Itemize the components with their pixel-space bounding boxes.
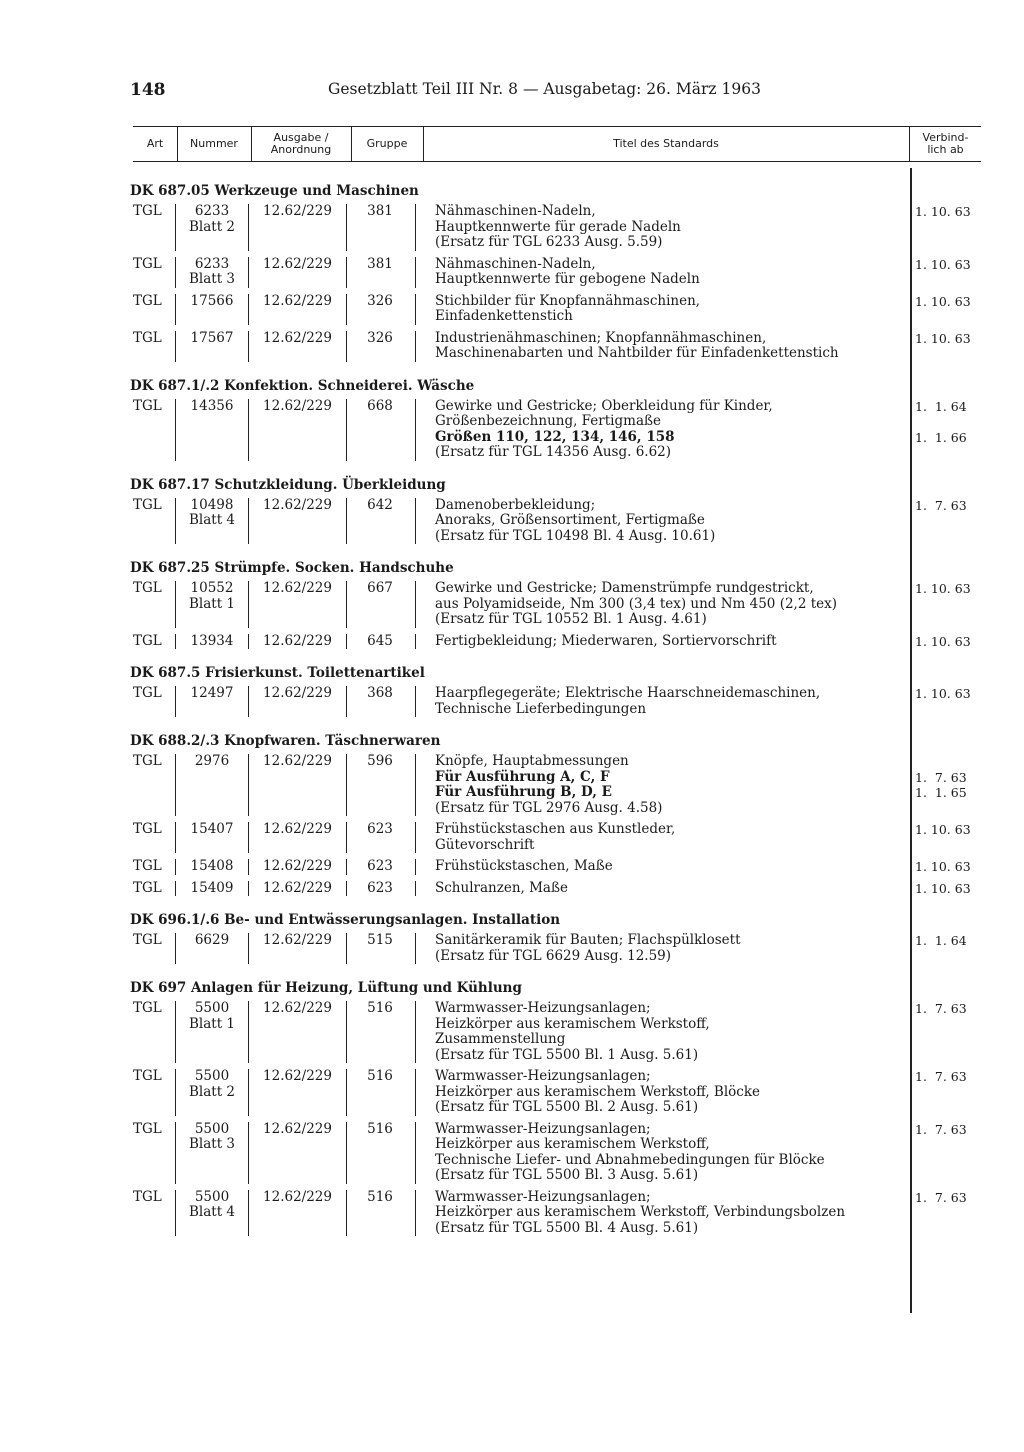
column-rule <box>248 581 249 628</box>
title-line: Warmwasser-Heizungsanlagen; <box>435 1000 651 1016</box>
column-rule <box>248 294 249 325</box>
standard-gruppe: 668 <box>367 397 393 414</box>
title-line: Maschinenabarten und Nahtbilder für Einfadenkettenstich <box>435 345 839 361</box>
standard-entry <box>0 294 1024 325</box>
column-rule <box>346 1190 347 1237</box>
column-rule <box>415 933 416 964</box>
column-rule <box>248 1001 249 1063</box>
verbindlich-date: 1. 10. 63 <box>915 880 971 896</box>
col-gruppe: Gruppe <box>366 137 408 150</box>
verbindlich-date: 1. 10. 63 <box>915 581 971 596</box>
title-line: Warmwasser-Heizungsanlagen; <box>435 1120 651 1137</box>
standard-ausgabe: 12.62/229 <box>263 203 332 219</box>
col-nummer: Nummer <box>190 137 238 150</box>
standards-list <box>0 180 1024 1249</box>
column-rule <box>415 1122 416 1184</box>
standard-ausgabe: 12.62/229 <box>263 858 332 874</box>
column-rule <box>415 294 416 325</box>
title-line: Heizkörper aus keramischem Werkstoff, Blöcke <box>435 1083 761 1100</box>
standard-art: TGL <box>133 329 162 346</box>
column-rule <box>346 881 347 897</box>
standard-nummer: 15408 <box>190 858 234 874</box>
column-rule <box>346 204 347 251</box>
standard-nummer: 6629 <box>194 932 230 948</box>
standard-gruppe: 516 <box>367 1188 393 1205</box>
standard-nummer: 12497 <box>190 685 234 701</box>
standard-art: TGL <box>133 932 162 948</box>
title-line: Industrienähmaschinen; Knopfannähmaschinen, <box>435 329 767 346</box>
title-line: Warmwasser-Heizungsanlagen; <box>435 1068 651 1084</box>
title-line: Größenbezeichnung, Fertigmaße <box>435 413 661 429</box>
standard-title <box>435 581 905 628</box>
verbindlich-date: 1. 7. 63 <box>915 1069 967 1084</box>
standard-ausgabe: 12.62/229 <box>263 1000 332 1016</box>
standards-section <box>0 557 1024 649</box>
standard-gruppe: 623 <box>367 821 393 837</box>
section-heading: DK 688.2/.3 Knopfwaren. Täschnerwaren <box>130 733 441 749</box>
title-line: (Ersatz für TGL 2976 Ausg. 4.58) <box>435 799 663 816</box>
title-line: Sanitärkeramik für Bauten; Flachspülklosett <box>435 932 741 948</box>
standard-art: TGL <box>133 821 162 837</box>
standard-art: TGL <box>133 292 162 309</box>
title-line: aus Polyamidseide, Nm 300 (3,4 tex) und Nm 450 (2,2 tex) <box>435 595 838 612</box>
verbindlich-date: 1. 10. 63 <box>915 204 971 219</box>
column-rule <box>346 399 347 461</box>
column-rule <box>415 498 416 545</box>
standards-section <box>0 977 1024 1236</box>
standard-nummer: 17566 <box>190 292 234 309</box>
standard-title <box>435 498 905 545</box>
verbindlich-date: 1. 1. 64 <box>915 933 967 948</box>
standard-title <box>435 331 905 362</box>
standard-entry <box>0 822 1024 853</box>
page-header <box>130 80 780 104</box>
column-rule <box>175 1069 176 1116</box>
verbindlich-date: 1. 10. 63 <box>915 330 971 346</box>
verbindlich-date: 1. 7. 63 <box>915 769 967 785</box>
column-rule <box>346 257 347 288</box>
standard-entry <box>0 399 1024 461</box>
standard-ausgabe: 12.62/229 <box>263 879 332 896</box>
standard-entry <box>0 881 1024 897</box>
standard-ausgabe: 12.62/229 <box>263 496 332 513</box>
column-rule <box>175 331 176 362</box>
column-rule <box>175 933 176 964</box>
standards-section <box>0 909 1024 964</box>
column-rule <box>248 399 249 461</box>
standard-nummer: 6233 Blatt 2 <box>188 203 236 235</box>
standard-title <box>435 933 905 964</box>
standard-title <box>435 859 905 875</box>
standard-ausgabe: 12.62/229 <box>263 632 332 649</box>
standard-title <box>435 1122 905 1184</box>
column-rule <box>346 331 347 362</box>
standards-section <box>0 375 1024 461</box>
standard-entry <box>0 933 1024 964</box>
column-rule <box>248 634 249 650</box>
standard-art: TGL <box>133 858 162 874</box>
title-line: Warmwasser-Heizungsanlagen; <box>435 1188 651 1205</box>
standard-ausgabe: 12.62/229 <box>263 255 332 272</box>
standard-entry <box>0 1001 1024 1063</box>
standard-nummer: 15409 <box>190 879 234 896</box>
title-line: Stichbilder für Knopfannähmaschinen, <box>435 292 701 309</box>
standard-nummer: 10552 Blatt 1 <box>188 580 236 612</box>
title-line: Einfadenkettenstich <box>435 308 573 324</box>
column-rule <box>175 822 176 853</box>
column-rule <box>415 634 416 650</box>
title-line: (Ersatz für TGL 5500 Bl. 3 Ausg. 5.61) <box>435 1167 699 1183</box>
standard-ausgabe: 12.62/229 <box>263 753 332 769</box>
standard-ausgabe: 12.62/229 <box>263 1188 332 1205</box>
column-rule <box>248 257 249 288</box>
standard-entry <box>0 754 1024 816</box>
col-titel: Titel des Standards <box>613 137 719 150</box>
standard-gruppe: 596 <box>367 753 393 769</box>
column-rule <box>415 1069 416 1116</box>
column-rule <box>415 859 416 875</box>
standard-nummer: 5500 Blatt 1 <box>188 1000 236 1032</box>
section-heading: DK 687.1/.2 Konfektion. Schneiderei. Wäsche <box>130 377 475 394</box>
standard-title <box>435 754 905 816</box>
column-rule <box>175 881 176 897</box>
column-rule <box>346 634 347 650</box>
title-line: Frühstückstaschen, Maße <box>435 858 613 874</box>
standard-art: TGL <box>133 753 162 769</box>
standard-entry <box>0 1122 1024 1184</box>
standard-nummer: 17567 <box>190 329 234 346</box>
standard-gruppe: 326 <box>367 292 393 309</box>
column-rule <box>346 754 347 816</box>
column-rule <box>415 1001 416 1063</box>
column-rule <box>175 581 176 628</box>
title-line: Damenoberbekleidung; <box>435 496 596 513</box>
title-line: Hauptkennwerte für gerade Nadeln <box>435 218 681 235</box>
column-rule <box>248 822 249 853</box>
standard-ausgabe: 12.62/229 <box>263 821 332 837</box>
column-rule <box>175 294 176 325</box>
standard-ausgabe: 12.62/229 <box>263 1120 332 1137</box>
column-rule <box>248 1122 249 1184</box>
table-header <box>133 126 981 162</box>
col-ausgabe: Ausgabe / Anordnung <box>270 131 332 156</box>
verbindlich-date: 1. 10. 63 <box>915 293 971 309</box>
column-rule <box>248 1069 249 1116</box>
standard-art: TGL <box>133 1120 162 1137</box>
standard-ausgabe: 12.62/229 <box>263 1068 332 1084</box>
column-rule <box>175 754 176 816</box>
verbindlich-date: 1. 10. 63 <box>915 686 971 701</box>
standard-art: TGL <box>133 1068 162 1084</box>
standard-ausgabe: 12.62/229 <box>263 580 332 596</box>
standard-gruppe: 516 <box>367 1068 393 1084</box>
column-rule <box>415 822 416 853</box>
standard-gruppe: 645 <box>367 632 393 649</box>
standard-entry <box>0 331 1024 362</box>
title-line: (Ersatz für TGL 5500 Bl. 2 Ausg. 5.61) <box>435 1099 699 1115</box>
verbindlich-date: 1. 1. 65 <box>915 785 967 800</box>
column-rule <box>175 498 176 545</box>
standard-entry <box>0 257 1024 288</box>
standard-art: TGL <box>133 580 162 596</box>
standard-art: TGL <box>133 496 162 513</box>
title-line: Fertigbekleidung; Miederwaren, Sortiervorschrift <box>435 632 777 649</box>
standard-art: TGL <box>133 685 162 701</box>
column-rule <box>175 399 176 461</box>
standard-entry <box>0 686 1024 717</box>
standard-gruppe: 516 <box>367 1120 393 1137</box>
standard-title <box>435 257 905 288</box>
running-title: Gesetzblatt Teil III Nr. 8 — Ausgabetag: 26. März 1963 <box>328 80 761 98</box>
standard-ausgabe: 12.62/229 <box>263 685 332 701</box>
standard-gruppe: 667 <box>367 580 393 596</box>
title-line: Nähmaschinen-Nadeln, <box>435 255 596 272</box>
column-rule <box>415 581 416 628</box>
verbindlich-date: 1. 10. 63 <box>915 633 971 649</box>
title-line: Technische Liefer- und Abnahmebedingungen für Blöcke <box>435 1151 825 1168</box>
verbindlich-date: 1. 10. 63 <box>915 822 971 837</box>
standard-nummer: 5500 Blatt 4 <box>188 1188 236 1220</box>
title-line: Zusammenstellung <box>435 1031 566 1047</box>
title-line: Schulranzen, Maße <box>435 879 568 896</box>
verbindlich-date: 1. 10. 63 <box>915 256 971 272</box>
column-rule <box>415 1190 416 1237</box>
standard-gruppe: 326 <box>367 329 393 346</box>
standard-entry <box>0 204 1024 251</box>
title-line: Für Ausführung B, D, E <box>435 784 612 800</box>
column-rule <box>415 686 416 717</box>
standard-entry <box>0 1069 1024 1116</box>
standard-title <box>435 822 905 853</box>
verbindlich-date: 1. 7. 63 <box>915 1189 967 1205</box>
column-rule <box>415 257 416 288</box>
column-rule <box>415 881 416 897</box>
column-rule <box>346 581 347 628</box>
standard-title <box>435 686 905 717</box>
standard-nummer: 5500 Blatt 2 <box>188 1068 236 1100</box>
title-line: Hauptkennwerte für gebogene Nadeln <box>435 271 700 287</box>
column-rule <box>415 204 416 251</box>
title-line: Knöpfe, Hauptabmessungen <box>435 753 629 769</box>
title-line: (Ersatz für TGL 5500 Bl. 1 Ausg. 5.61) <box>435 1046 699 1063</box>
verbindlich-date: 1. 7. 63 <box>915 497 967 513</box>
standard-entry <box>0 498 1024 545</box>
column-rule <box>346 294 347 325</box>
standard-ausgabe: 12.62/229 <box>263 932 332 948</box>
column-rule <box>415 754 416 816</box>
standard-title <box>435 399 905 461</box>
verbindlich-date: 1. 1. 64 <box>915 398 967 414</box>
standard-nummer: 15407 <box>190 821 234 837</box>
standard-title <box>435 1190 905 1237</box>
standard-title <box>435 881 905 897</box>
standard-gruppe: 623 <box>367 879 393 896</box>
title-line: Größen 110, 122, 134, 146, 158 <box>435 428 675 445</box>
column-rule <box>346 1122 347 1184</box>
title-line: Anoraks, Größensortiment, Fertigmaße <box>435 512 705 528</box>
column-rule <box>248 881 249 897</box>
column-rule <box>415 331 416 362</box>
standard-gruppe: 381 <box>367 203 393 219</box>
standard-nummer: 13934 <box>190 632 234 649</box>
standard-nummer: 14356 <box>190 397 234 414</box>
standards-section <box>0 474 1024 545</box>
title-line: (Ersatz für TGL 10552 Bl. 1 Ausg. 4.61) <box>435 611 707 627</box>
column-rule <box>248 498 249 545</box>
standard-art: TGL <box>133 1188 162 1205</box>
column-rule <box>248 859 249 875</box>
standards-section <box>0 730 1024 896</box>
standard-gruppe: 623 <box>367 858 393 874</box>
column-rule <box>346 822 347 853</box>
standard-art: TGL <box>133 632 162 649</box>
column-rule <box>175 859 176 875</box>
section-heading: DK 696.1/.6 Be- und Entwässerungsanlagen. Installation <box>130 912 561 928</box>
title-line: Gewirke und Gestricke; Damenstrümpfe rundgestrickt, <box>435 580 814 596</box>
section-heading: DK 687.25 Strümpfe. Socken. Handschuhe <box>130 560 454 576</box>
column-rule <box>175 257 176 288</box>
title-line: Heizkörper aus keramischem Werkstoff, Verbindungsbolzen <box>435 1204 846 1220</box>
title-line: Haarpflegegeräte; Elektrische Haarschneidemaschinen, <box>435 685 821 701</box>
title-line: (Ersatz für TGL 10498 Bl. 4 Ausg. 10.61) <box>435 527 716 544</box>
standard-nummer: 10498 Blatt 4 <box>188 496 236 528</box>
section-heading: DK 687.05 Werkzeuge und Maschinen <box>130 183 419 199</box>
title-line: Für Ausführung A, C, F <box>435 768 610 785</box>
standard-title <box>435 1001 905 1063</box>
standards-section <box>0 662 1024 717</box>
verbindlich-date: 1. 1. 66 <box>915 429 967 445</box>
title-line: (Ersatz für TGL 14356 Ausg. 6.62) <box>435 444 672 460</box>
verbindlich-date: 1. 7. 63 <box>915 1001 967 1016</box>
column-rule <box>175 1190 176 1237</box>
column-rule <box>346 1069 347 1116</box>
title-line: Gewirke und Gestricke; Oberkleidung für Kinder, <box>435 397 773 414</box>
standard-nummer: 5500 Blatt 3 <box>188 1120 236 1152</box>
verbindlich-date: 1. 7. 63 <box>915 1121 967 1137</box>
title-line: Frühstückstaschen aus Kunstleder, <box>435 821 676 837</box>
standard-art: TGL <box>133 879 162 896</box>
standard-art: TGL <box>133 255 162 272</box>
standard-entry <box>0 581 1024 628</box>
standard-gruppe: 515 <box>367 932 393 948</box>
title-line: (Ersatz für TGL 6233 Ausg. 5.59) <box>435 234 663 250</box>
column-rule <box>248 1190 249 1237</box>
standard-gruppe: 642 <box>367 496 393 513</box>
title-line: Nähmaschinen-Nadeln, <box>435 203 596 219</box>
standard-entry <box>0 859 1024 875</box>
title-line: Heizkörper aus keramischem Werkstoff, <box>435 1136 710 1152</box>
standard-title <box>435 294 905 325</box>
column-rule <box>346 933 347 964</box>
standard-art: TGL <box>133 397 162 414</box>
column-rule <box>175 1122 176 1184</box>
standard-gruppe: 368 <box>367 685 393 701</box>
column-rule <box>175 1001 176 1063</box>
standard-entry <box>0 634 1024 650</box>
column-rule <box>175 686 176 717</box>
standard-nummer: 6233 Blatt 3 <box>188 255 236 287</box>
standard-art: TGL <box>133 203 162 219</box>
section-heading: DK 687.17 Schutzkleidung. Überkleidung <box>130 476 446 493</box>
standard-entry <box>0 1190 1024 1237</box>
column-rule <box>346 686 347 717</box>
column-rule <box>248 754 249 816</box>
title-line: (Ersatz für TGL 6629 Ausg. 12.59) <box>435 947 672 964</box>
column-rule <box>248 331 249 362</box>
standard-ausgabe: 12.62/229 <box>263 292 332 309</box>
standard-nummer: 2976 <box>194 753 230 769</box>
standard-art: TGL <box>133 1000 162 1016</box>
column-rule <box>415 399 416 461</box>
column-rule <box>175 634 176 650</box>
standard-ausgabe: 12.62/229 <box>263 397 332 414</box>
column-rule <box>248 933 249 964</box>
standard-title <box>435 1069 905 1116</box>
col-verbindlich: Verbind- lich ab <box>922 131 969 156</box>
column-rule <box>175 204 176 251</box>
title-line: (Ersatz für TGL 5500 Bl. 4 Ausg. 5.61) <box>435 1219 699 1236</box>
title-line: Gütevorschrift <box>435 836 535 853</box>
column-rule <box>248 686 249 717</box>
standard-ausgabe: 12.62/229 <box>263 329 332 346</box>
page-number: 148 <box>130 80 166 100</box>
column-rule <box>346 498 347 545</box>
column-rule <box>248 204 249 251</box>
column-rule <box>346 1001 347 1063</box>
standard-gruppe: 516 <box>367 1000 393 1016</box>
section-heading: DK 697 Anlagen für Heizung, Lüftung und Kühlung <box>130 980 522 996</box>
title-line: Heizkörper aus keramischem Werkstoff, <box>435 1015 710 1032</box>
column-rule <box>346 859 347 875</box>
standard-title <box>435 634 905 650</box>
verbindlich-date: 1. 10. 63 <box>915 859 971 874</box>
standard-title <box>435 204 905 251</box>
title-line: Technische Lieferbedingungen <box>435 700 647 717</box>
standard-gruppe: 381 <box>367 255 393 272</box>
standards-section <box>0 180 1024 362</box>
section-heading: DK 687.5 Frisierkunst. Toilettenartikel <box>130 665 425 681</box>
col-art: Art <box>146 137 164 150</box>
